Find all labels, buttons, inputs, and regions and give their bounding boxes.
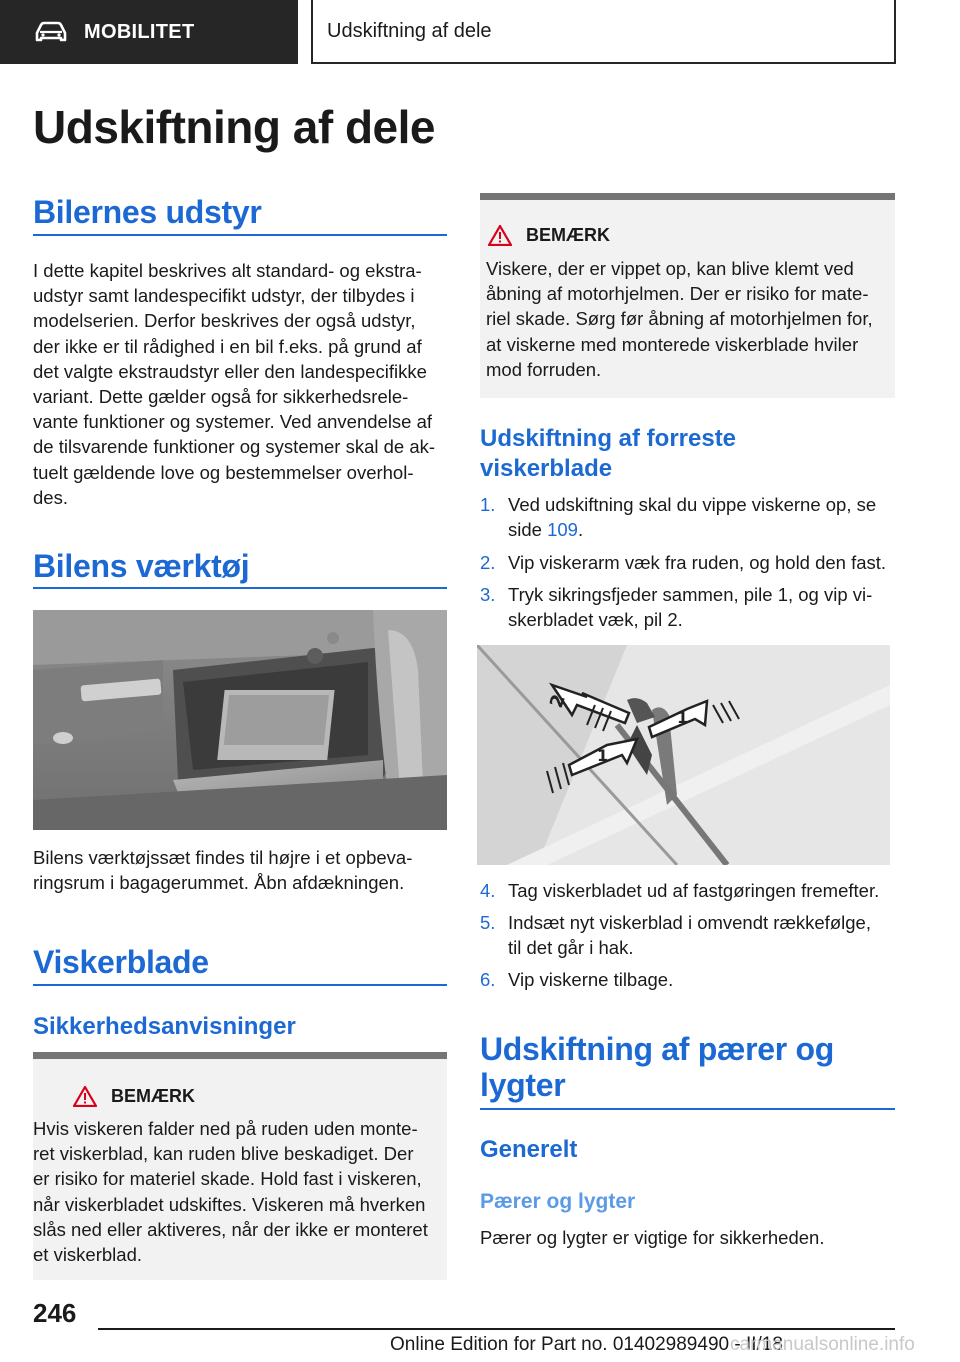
footer-edition: Online Edition for Part no. 01402989490 - II/18 xyxy=(390,1334,783,1355)
step-number: 3. xyxy=(480,584,496,605)
section-rule xyxy=(33,984,447,986)
step-number: 2. xyxy=(480,552,496,573)
warning-icon xyxy=(73,1085,97,1107)
subsection-safety: Sikkerhedsanvisninger xyxy=(33,1013,296,1040)
text-line: des. xyxy=(33,486,68,508)
subsection-general: Generelt xyxy=(480,1136,578,1163)
page-number: 246 xyxy=(33,1298,77,1328)
text-line: de tilsvarende funktioner og systemer skal de ak- xyxy=(33,436,436,458)
text-line: Hvis viskeren falder ned på ruden uden monte- xyxy=(33,1118,418,1139)
text-line: ringsrum i bagagerummet. Åbn afdækningen. xyxy=(33,872,405,894)
caution-body xyxy=(486,256,896,382)
toolkit-caption xyxy=(33,845,453,895)
text-line: slås ned eller aktiveres, når der ikke er monteret xyxy=(33,1218,428,1240)
text-line: Vip viskerarm væk fra ruden, og hold den fast. xyxy=(508,552,887,573)
text-line: . xyxy=(577,519,584,541)
text-line: Ved udskiftning skal du vippe viskerne op, se xyxy=(508,494,877,515)
watermark: carmanualsonline.info xyxy=(730,1334,915,1355)
chapter-label: Udskiftning af dele xyxy=(327,19,492,42)
wiper-diagram xyxy=(477,645,890,865)
warning-icon xyxy=(488,224,512,246)
text-line: der ikke er til rådighed i en bil f.eks. på grund af xyxy=(33,335,422,357)
text-line: til det går i hak. xyxy=(508,937,634,959)
text-line: udstyr samt landespecifikt udstyr, der tilbydes i xyxy=(33,285,415,307)
section-rule xyxy=(33,234,447,236)
page-title: Udskiftning af dele xyxy=(33,101,435,153)
heading-line: Udskiftning af pærer og xyxy=(480,1031,835,1067)
caution-title xyxy=(488,224,610,246)
section-title-tools: Bilens værktøj xyxy=(33,548,250,584)
heading-line: lygter xyxy=(480,1067,566,1103)
toolkit-photo xyxy=(33,610,447,830)
step-item xyxy=(480,967,900,992)
text-line: I dette kapitel beskrives alt standard- og ekstra- xyxy=(33,260,422,281)
caution-note-2 xyxy=(480,193,895,398)
text-line: Viskere, der er vippet op, kan blive klemt ved xyxy=(486,258,854,279)
caution-label: BEMÆRK xyxy=(111,1085,195,1106)
text-line: side xyxy=(508,519,548,541)
text-line: riel skade. Sørg før åbning af motorhjelmen for, xyxy=(486,308,873,330)
text-line: er risiko for materiel skade. Hold fast i viskeren, xyxy=(33,1168,422,1190)
text-line: åbning af motorhjelmen. Der er risiko for mate- xyxy=(486,283,869,305)
step-number: 5. xyxy=(480,912,496,933)
text-line: Tag viskerbladet ud af fastgøringen fremefter. xyxy=(508,880,880,901)
svg-text:1: 1 xyxy=(677,708,689,727)
step-item xyxy=(480,492,900,542)
step-item xyxy=(480,910,900,960)
section-rule xyxy=(33,587,447,589)
text-line: tuelt gældende love og bestemmelser overhol- xyxy=(33,461,414,483)
text-line: ret viskerblad, kan ruden blive beskadiget. Der xyxy=(33,1143,414,1165)
text-line: når viskerbladet udskiftes. Viskeren må hverken xyxy=(33,1193,426,1215)
section-label: MOBILITET xyxy=(84,20,195,43)
equipment-text xyxy=(33,258,453,510)
subsection-bulbs: Pærer og lygter xyxy=(480,1190,636,1213)
caution-label: BEMÆRK xyxy=(526,224,610,245)
caution-body xyxy=(33,1116,447,1267)
step-item xyxy=(480,878,900,903)
text-line: vante funktioner og systemer. Ved anvendelse af xyxy=(33,411,433,433)
footer-rule xyxy=(98,1328,895,1330)
section-rule xyxy=(480,1108,895,1110)
text-line: Indsæt nyt viskerblad i omvendt rækkefølge, xyxy=(508,912,871,933)
heading-line: viskerblade xyxy=(480,455,613,482)
header-section xyxy=(0,0,298,64)
text-line: Bilens værktøjssæt findes til højre i et opbeva- xyxy=(33,847,413,868)
text-line: det valgte ekstraudstyr eller den landespecifikke xyxy=(33,360,427,382)
subsection-front-wipers xyxy=(480,424,736,484)
text-line: at viskerne med monterede viskerblade hviler xyxy=(486,333,859,355)
caution-title xyxy=(73,1085,195,1107)
section-title-equipment: Bilernes udstyr xyxy=(33,194,262,230)
text-line: modelserien. Derfor beskrives der også udstyr, xyxy=(33,310,416,332)
section-title-bulbs xyxy=(480,1031,834,1103)
text-line: variant. Dette gælder også for sikkerhedsrele- xyxy=(33,386,409,408)
text-line: mod forruden. xyxy=(486,358,602,380)
car-icon xyxy=(34,21,68,43)
heading-line: Udskiftning af forreste xyxy=(480,425,737,452)
bulbs-text: Pærer og lygter er vigtige for sikkerheden. xyxy=(480,1227,825,1248)
header-chapter xyxy=(311,0,896,64)
svg-text:1: 1 xyxy=(597,746,609,765)
section-title-wipers: Viskerblade xyxy=(33,944,209,980)
step-number: 1. xyxy=(480,494,496,515)
step-item xyxy=(480,550,900,575)
step-number: 6. xyxy=(480,969,496,990)
page-reference-link[interactable]: 109 xyxy=(547,519,578,541)
svg-text:2: 2 xyxy=(545,691,570,711)
caution-note xyxy=(33,1052,447,1280)
step-item xyxy=(480,582,900,632)
text-line: skerbladet væk, pil 2. xyxy=(508,609,683,631)
text-line: Vip viskerne tilbage. xyxy=(508,969,674,990)
text-line: Tryk sikringsfjeder sammen, pile 1, og vip vi- xyxy=(508,584,873,605)
step-number: 4. xyxy=(480,880,496,901)
text-line: et viskerblad. xyxy=(33,1244,142,1266)
